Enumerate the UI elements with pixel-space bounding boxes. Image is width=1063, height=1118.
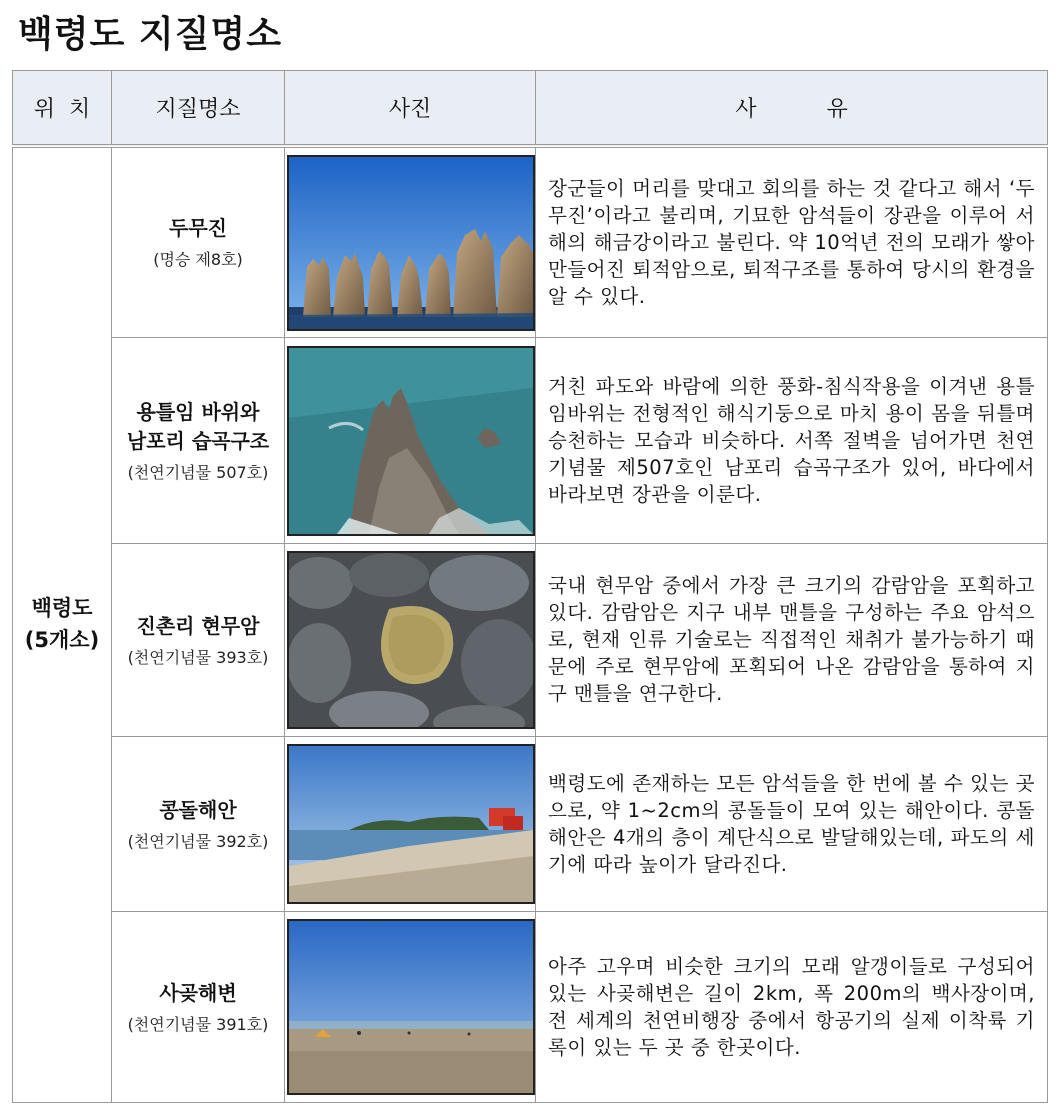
photo-cell bbox=[285, 911, 536, 1102]
site-name: 용틀임 바위와 남포리 습곡구조 bbox=[126, 399, 270, 453]
header-location: 위 치 bbox=[13, 71, 112, 147]
site-cell bbox=[112, 543, 285, 736]
photo-cell bbox=[285, 146, 536, 337]
reason-cell: 백령도에 존재하는 모든 암석들을 한 번에 볼 수 있는 곳으로, 약 1~2cm의 콩돌들이 모여 있는 해안이다. 콩돌해안은 4개의 층이 계단식으로 발달해있는데, 파도의 세기에 따라 높이가 달라진다. bbox=[536, 736, 1048, 911]
location-name: 백령도 bbox=[31, 596, 93, 621]
site-designation: (천연기념물 392호) bbox=[127, 831, 269, 851]
reason-cell: 장군들이 머리를 맞대고 회의를 하는 것 같다고 해서 ‘두무진’이라고 불리며, 기묘한 암석들이 장관을 이루어 서해의 해금강이라고 불린다. 약 10억년 전의 모래가 쌓아 만들어진 퇴적암으로, 퇴적구조를 통하여 당시의 환경을 알 수 있다. bbox=[536, 146, 1048, 337]
table-row bbox=[13, 337, 1048, 543]
site-cell bbox=[112, 337, 285, 543]
sand-beach-photo bbox=[287, 919, 535, 1095]
pebble-beach-photo bbox=[287, 744, 535, 904]
table-header-row bbox=[13, 71, 1048, 147]
reason-cell: 아주 고우며 비슷한 크기의 모래 알갱이들로 구성되어 있는 사곶해변은 길이 2km, 폭 200m의 백사장이며, 전 세계의 천연비행장 중에서 항공기의 실제 이착륙 기록이 있는 두 곳 중 한곳이다. bbox=[536, 911, 1048, 1102]
site-name: 진촌리 현무암 bbox=[136, 613, 260, 638]
site-designation: (천연기념물 507호) bbox=[127, 462, 269, 482]
site-name: 두무진 bbox=[169, 216, 227, 241]
site-cell bbox=[112, 736, 285, 911]
table-row bbox=[13, 146, 1048, 337]
reason-cell: 거친 파도와 바람에 의한 풍화-침식작용을 이겨낸 용틀임바위는 전형적인 해식기둥으로 마치 용이 몸을 뒤틀며 승천하는 모습과 비슷하다. 서쪽 절벽을 넘어가면 천연기념물 제507호인 남포리 습곡구조가 있어, 바다에서 바라보면 장관을 이룬다. bbox=[536, 337, 1048, 543]
site-designation: (천연기념물 391호) bbox=[127, 1014, 269, 1034]
site-name: 사곶해변 bbox=[159, 980, 237, 1005]
site-designation: (천연기념물 393호) bbox=[127, 647, 269, 667]
header-site: 지질명소 bbox=[112, 71, 285, 147]
photo-cell bbox=[285, 337, 536, 543]
table-row bbox=[13, 736, 1048, 911]
site-designation: (명승 제8호) bbox=[153, 250, 243, 270]
geosite-table bbox=[12, 70, 1048, 1103]
basalt-xenolith-photo bbox=[287, 551, 535, 729]
site-cell bbox=[112, 911, 285, 1102]
location-count: (5개소) bbox=[24, 627, 100, 652]
reason-cell: 국내 현무암 중에서 가장 큰 크기의 감람암을 포획하고 있다. 감람암은 지구 내부 맨틀을 구성하는 주요 암석으로, 현재 인류 기술로는 직접적인 채취가 불가능하기 때문에 주로 현무암에 포획되어 나온 감람암을 통하여 지구 맨틀을 연구한다. bbox=[536, 543, 1048, 736]
dragon-rock-photo bbox=[287, 346, 535, 536]
site-cell bbox=[112, 146, 285, 337]
site-name: 콩돌해안 bbox=[159, 797, 237, 822]
photo-cell bbox=[285, 736, 536, 911]
header-photo: 사진 bbox=[285, 71, 536, 147]
header-reason: 사 유 bbox=[536, 71, 1048, 147]
sea-stack-cliffs-photo bbox=[287, 155, 535, 331]
geosite-table-wrapper bbox=[12, 70, 1047, 1107]
location-cell bbox=[13, 146, 112, 1102]
page-title: 백령도 지질명소 bbox=[18, 14, 282, 55]
table-row bbox=[13, 911, 1048, 1102]
photo-cell bbox=[285, 543, 536, 736]
table-row bbox=[13, 543, 1048, 736]
